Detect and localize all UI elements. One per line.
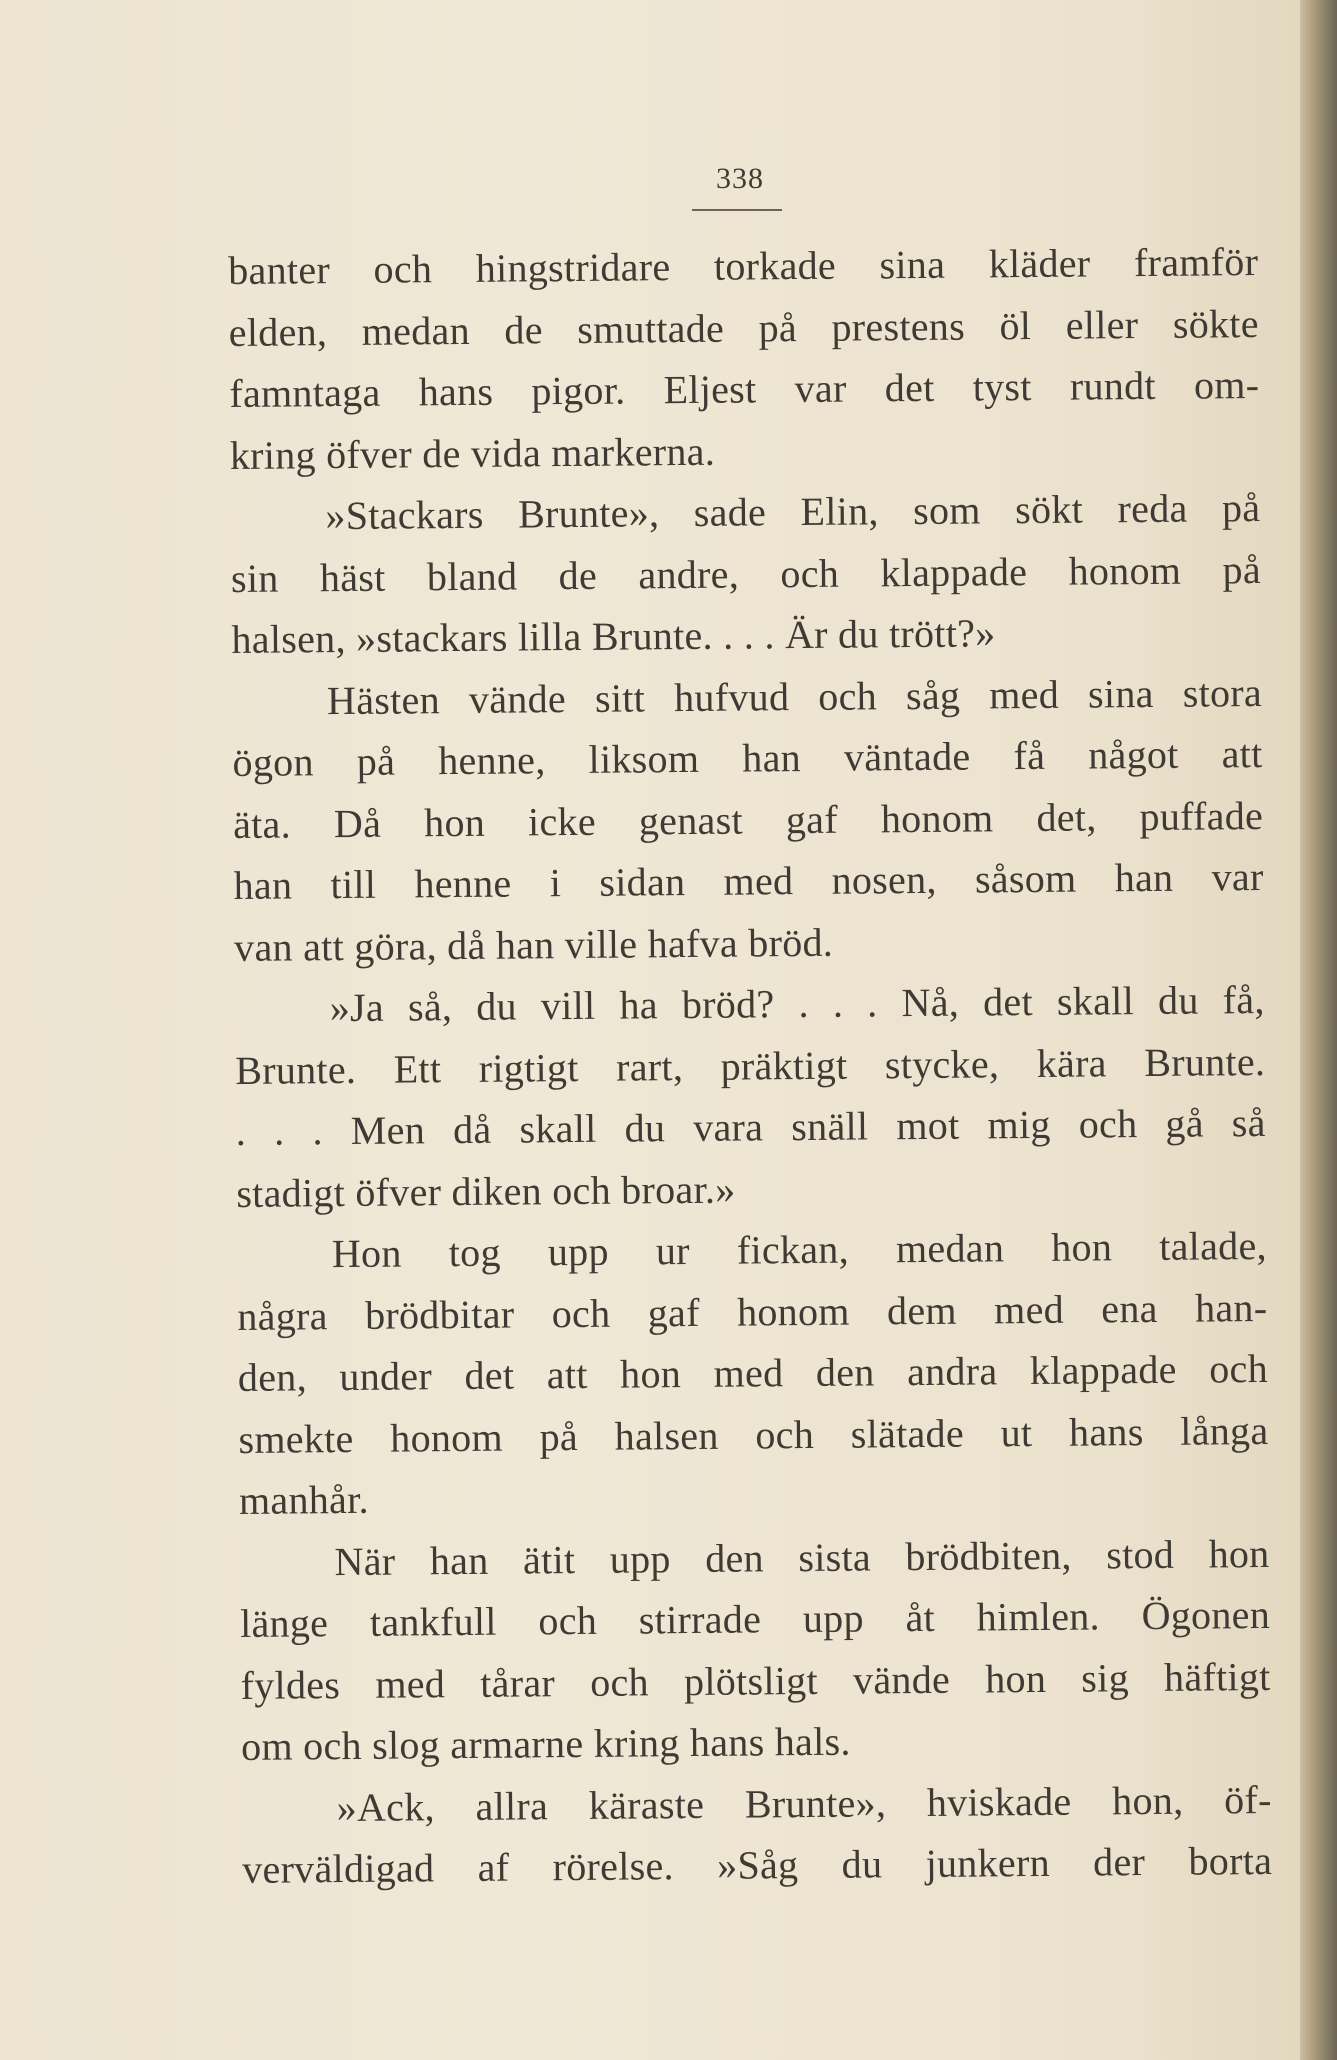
text-line: fyldes med tårar och plötsligt vände hon sig häftigt: [240, 1653, 1271, 1708]
text-line: smekte honom på halsen och slätade ut hans långa: [238, 1407, 1269, 1462]
text-line: manhår.: [238, 1476, 370, 1523]
text-line: den, under det att hon med den andra klappade och: [237, 1345, 1269, 1400]
text-line: . . . Men då skall du vara snäll mot mig och gå så: [235, 1099, 1266, 1154]
text-line: van att göra, då han ville hafva bröd.: [233, 919, 834, 970]
text-line: om och slog armarne kring hans hals.: [240, 1718, 851, 1769]
text-line: Brunte. Ett rigtigt rart, präktigt stycke, kära Brunte.: [235, 1038, 1266, 1093]
text-line: ögon på henne, liksom han väntade få något att: [232, 730, 1263, 785]
text-line: halsen, »stackars lilla Brunte. . . . Är du trött?»: [231, 610, 996, 662]
body-text: [228, 231, 1272, 1900]
text-line: famntaga hans pigor. Eljest var det tyst rundt om-: [229, 362, 1260, 416]
text-line: Hon tog upp ur fickan, medan hon talade,: [331, 1222, 1268, 1277]
text-line: kring öfver de vida markerna.: [229, 428, 716, 478]
text-line: Hästen vände sitt hufvud och såg med sina stora: [326, 669, 1263, 723]
text-line: banter och hingstridare torkade sina kläder framför: [228, 239, 1259, 293]
text-line: stadigt öfver diken och broar.»: [236, 1166, 736, 1216]
text-line: elden, medan de smuttade på prestens öl eller sökte: [228, 300, 1259, 355]
text-line: »Ja så, du vill ha bröd? . . . Nå, det skall du få,: [329, 976, 1265, 1031]
text-line: »Stackars Brunte», sade Elin, som sökt reda på: [325, 485, 1261, 539]
text-line: verväldigad af rörelse. »Såg du junkern der borta: [242, 1837, 1273, 1892]
text-line: länge tankfull och stirrade upp åt himlen. Ögonen: [239, 1591, 1271, 1646]
text-line: sin häst bland de andre, och klappade honom på: [230, 546, 1262, 601]
text-line: »Ack, allra käraste Brunte», hviskade hon, öf-: [336, 1776, 1272, 1830]
text-line: några brödbitar och gaf honom dem med ena han-: [237, 1284, 1268, 1339]
text-line: äta. Då hon icke genast gaf honom det, puffade: [232, 792, 1264, 847]
text-line: han till henne i sidan med nosen, såsom han var: [233, 853, 1264, 908]
page-number: 338: [716, 162, 764, 195]
page-number-rule: [692, 209, 782, 211]
text-line: När han ätit upp den sista brödbiten, stod hon: [334, 1530, 1270, 1584]
book-binding-edge: [1300, 0, 1337, 2060]
